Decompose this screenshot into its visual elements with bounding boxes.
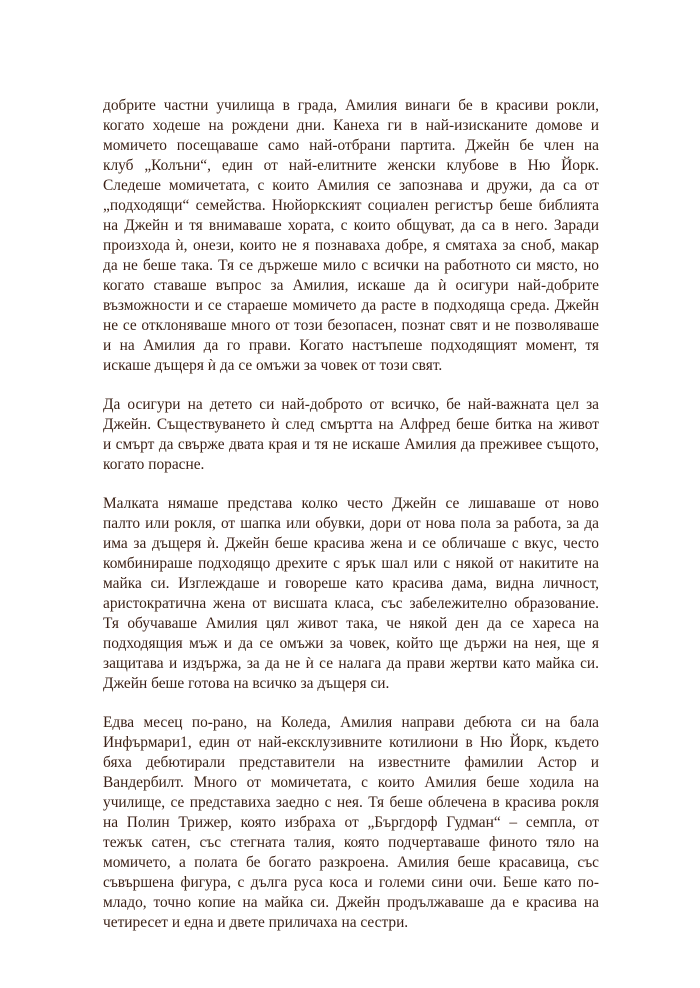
text-line: комбинираше подходящо дрехите с ярък шал или с някой от накитите на bbox=[103, 555, 599, 572]
text-line: „подходящи“ семейства. Нюйоркският социален регистър беше библията bbox=[103, 197, 599, 214]
text-line: искаше дъщеря ѝ да се омъжи за човек от този свят. bbox=[103, 357, 443, 374]
text-line: не се отклоняваше много от този безопасен, познат свят и не позволяваше bbox=[103, 317, 599, 334]
text-line: палто или рокля, от шапка или обувки, дори от нова пола за работа, за да bbox=[103, 515, 599, 532]
text-line: има за дъщеря ѝ. Джейн беше красива жена и се обличаше с вкус, често bbox=[103, 535, 599, 552]
text-line: момичето, а полата бе богато разкроена. Амилия беше красавица, със bbox=[103, 854, 599, 871]
text-line: и смърт да свърже двата края и тя не искаше Амилия да преживее същото, bbox=[103, 436, 599, 453]
paragraph-4 bbox=[103, 713, 599, 933]
text-line: момичето посещаваше само най-отбрани партита. Джейн бе член на bbox=[103, 137, 599, 154]
text-line: на Полин Трижер, която избраха от „Бъргдорф Гудман“ – семпла, от bbox=[103, 814, 599, 831]
text-line: Джейн. Съществуването ѝ след смъртта на Алфред беше битка на живот bbox=[103, 416, 599, 433]
text-line: четиресет и една и двете приличаха на сестри. bbox=[103, 914, 409, 931]
text-line: подходящия мъж и да се омъжи за човек, който ще държи на нея, ще я bbox=[103, 635, 599, 652]
paragraph-3 bbox=[103, 494, 599, 694]
text-line: Едва месец по-рано, на Коледа, Амилия направи дебюта си на бала bbox=[103, 714, 599, 731]
text-line: добрите частни училища в града, Амилия винаги бе в красиви рокли, bbox=[103, 97, 599, 114]
text-line: когато порасне. bbox=[103, 456, 205, 473]
text-line: майка си. Изглеждаше и говореше като красива дама, видна личност, bbox=[103, 575, 599, 592]
text-line: Следеше момичетата, с които Амилия се запознава и дружи, да са от bbox=[103, 177, 599, 194]
text-line: защитава и издържа, за да не ѝ се налага да прави жертви като майка си. bbox=[103, 655, 599, 672]
text-line: Малката нямаше представа колко често Джейн се лишаваше от ново bbox=[103, 495, 599, 512]
text-line: произхода ѝ, онези, които не я познаваха добре, я смятаха за сноб, макар bbox=[103, 237, 599, 254]
body-text bbox=[103, 96, 599, 933]
text-line: младо, точно копие на майка си. Джейн продължаваше да е красива на bbox=[103, 894, 599, 911]
text-line: аристократична жена от висшата класа, със забележително образование. bbox=[103, 595, 599, 612]
text-line: Да осигури на детето си най-доброто от всичко, бе най-важната цел за bbox=[103, 396, 599, 413]
text-line: и на Амилия да го прави. Когато настъпеше подходящият момент, тя bbox=[103, 337, 599, 354]
text-line: когато ставаше въпрос за Амилия, искаше да ѝ осигури най-добрите bbox=[103, 277, 599, 294]
paragraph-2 bbox=[103, 395, 599, 475]
text-line: възможности и се стараеше момичето да расте в подходяща среда. Джейн bbox=[103, 297, 599, 314]
text-line: Джейн беше готова на всичко за дъщеря си. bbox=[103, 675, 390, 692]
text-line: когато ходеше на рождени дни. Канеха ги в най-изисканите домове и bbox=[103, 117, 599, 134]
text-line: бяха дебютирали представители на известните фамилии Астор и bbox=[103, 754, 599, 771]
text-line: училище, се представиха заедно с нея. Тя беше облечена в красива рокля bbox=[103, 794, 599, 811]
text-line: съвършена фигура, с дълга руса коса и големи сини очи. Беше като по- bbox=[103, 874, 599, 891]
text-line: на Джейн и тя внимаваше хората, с които общуват, да са в него. Заради bbox=[103, 217, 599, 234]
paragraph-1 bbox=[103, 96, 599, 376]
text-line: Инфърмари1, един от най-ексклузивните котилиони в Ню Йорк, където bbox=[103, 734, 599, 751]
text-line: клуб „Колъни“, един от най-елитните женски клубове в Ню Йорк. bbox=[103, 157, 599, 174]
text-line: тежък сатен, със стегната талия, която подчертаваше финото тяло на bbox=[103, 834, 599, 851]
text-line: Тя обучаваше Амилия цял живот така, че някой ден да се хареса на bbox=[103, 615, 599, 632]
text-line: да не беше така. Тя се държеше мило с всички на работното си място, но bbox=[103, 257, 599, 274]
text-line: Вандербилт. Много от момичетата, с които Амилия беше ходила на bbox=[103, 774, 599, 791]
